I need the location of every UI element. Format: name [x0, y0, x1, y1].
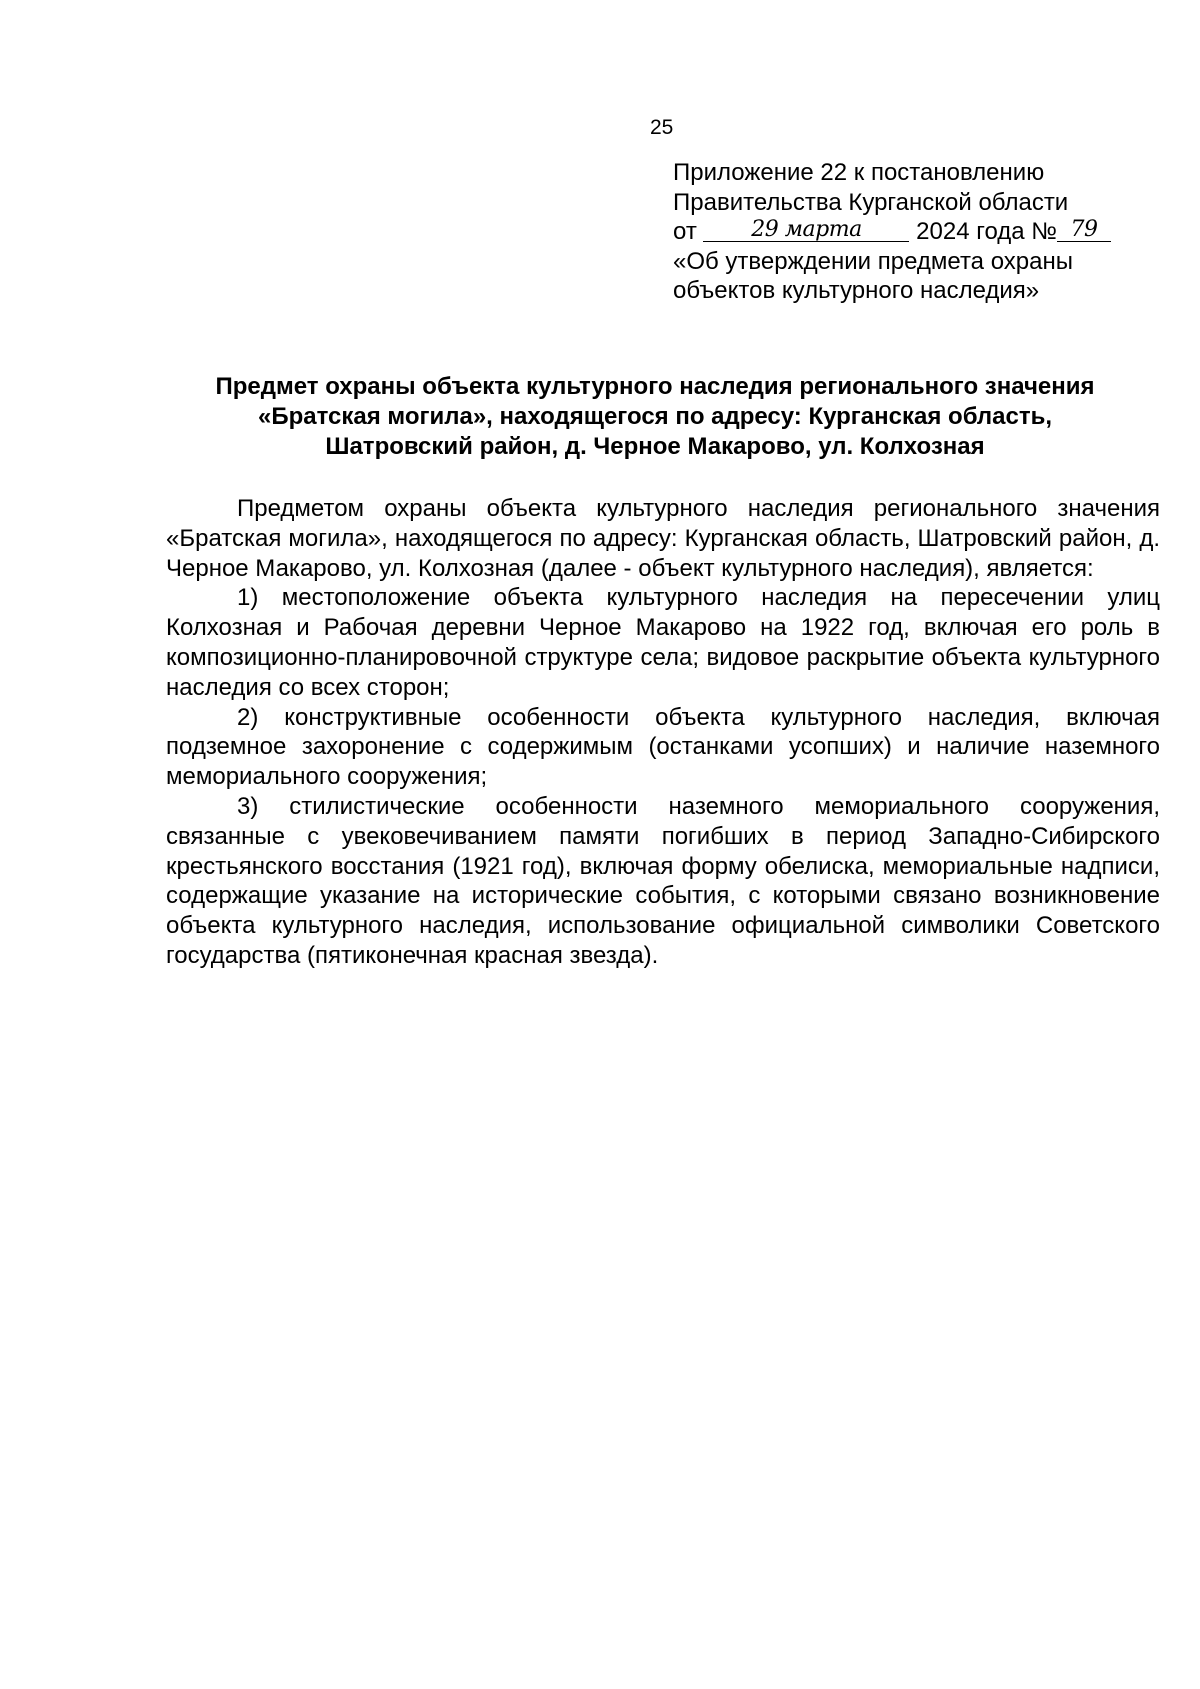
paragraph-intro: Предметом охраны объекта культурного наследия регионального значения «Братская могила», находящегося по адресу: Курганская область, Шатровский район, д. Черное Макарово, ул. Колхозная (далее - объект культурного наследия), является:: [166, 495, 1160, 582]
appendix-line-4: «Об утверждении предмета охраны: [673, 247, 1073, 275]
title-line-2: «Братская могила», находящегося по адресу: Курганская область,: [257, 403, 1053, 430]
title-line-3: Шатровский район, д. Черное Макарово, ул. Колхозная: [325, 433, 985, 460]
title-line-1: Предмет охраны объекта культурного наследия регионального значения: [215, 373, 1095, 400]
handwritten-date: 29 марта: [751, 217, 862, 242]
document-title: [150, 372, 1160, 462]
appendix-from-prefix: от: [673, 218, 697, 245]
appendix-line-5: объектов культурного наследия»: [673, 277, 1040, 304]
paragraph-item-1: 1) местоположение объекта культурного наследия на пересечении улиц Колхозная и Рабочая деревни Черное Макарово на 1922 год, включая его роль в композиционно-планировочной структуре села; видовое раскрытие объекта культурного наследия со всех сторон;: [166, 584, 1160, 701]
appendix-line-1: Приложение 22 к постановлению: [673, 159, 1045, 186]
number-blank: [1057, 217, 1111, 242]
appendix-header: [673, 158, 1153, 306]
date-blank: [703, 217, 909, 242]
paragraph-item-3: 3) стилистические особенности наземного мемориального сооружения, связанные с увековечиванием памяти погибших в период Западно-Сибирского крестьянского восстания (1921 год), включая форму обелиска, мемориальные надписи, содержащие указание на исторические события, с которыми связано возникновение объекта культурного наследия, использование официальной символики Советского государства (пятиконечная красная звезда).: [166, 792, 1160, 969]
appendix-date-line: [673, 217, 1153, 247]
appendix-line-2: Правительства Курганской области: [673, 188, 1069, 216]
paragraph-item-2: 2) конструктивные особенности объекта культурного наследия, включая подземное захоронение с содержимым (останками усопших) и наличие наземного мемориального сооружения;: [166, 703, 1160, 791]
document-body: [166, 494, 1160, 971]
handwritten-number: 79: [1070, 217, 1098, 242]
appendix-year-text: 2024 года №: [916, 218, 1058, 245]
page-number: 25: [650, 116, 674, 139]
